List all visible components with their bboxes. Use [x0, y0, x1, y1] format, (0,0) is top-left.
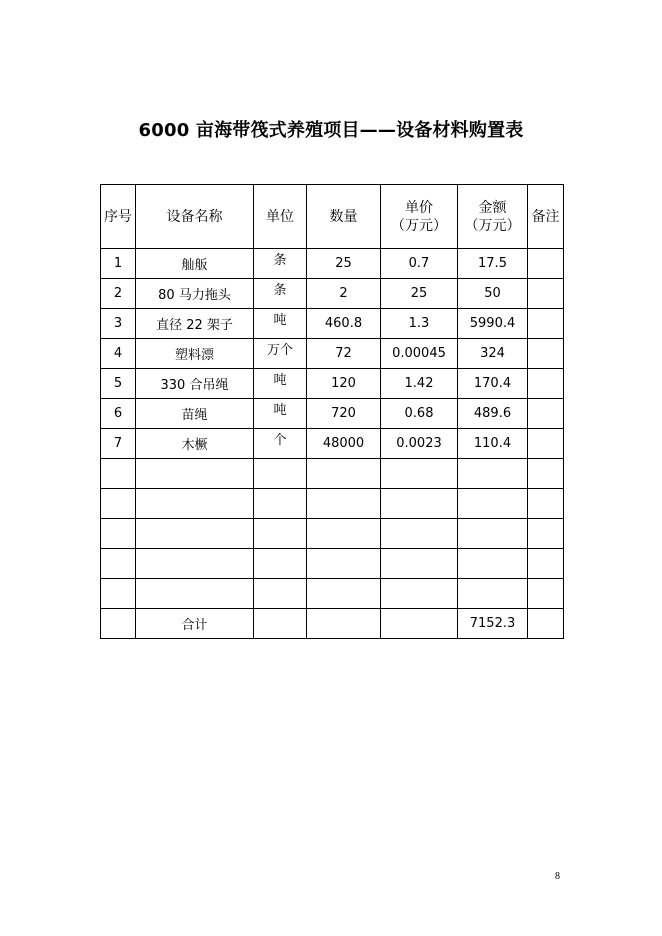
row-unit-text: 吨 [273, 313, 287, 328]
row-quantity: 720 [307, 399, 381, 429]
total-row [101, 609, 564, 639]
empty-cell [136, 549, 254, 579]
header-unit: 单位 [254, 185, 307, 249]
empty-cell [307, 489, 381, 519]
header-notes: 备注 [528, 185, 564, 249]
empty-cell [381, 459, 458, 489]
total-unit-cell [254, 609, 307, 639]
row-name: 80 马力拖头 [136, 279, 254, 309]
empty-cell [136, 489, 254, 519]
row-unit [254, 249, 307, 279]
row-unit [254, 339, 307, 369]
header-index: 序号 [101, 185, 136, 249]
empty-cell [254, 519, 307, 549]
empty-cell [458, 459, 528, 489]
table-row [101, 309, 564, 339]
empty-cell [136, 519, 254, 549]
row-unit-text: 万个 [266, 343, 293, 358]
equipment-purchase-table [100, 184, 564, 639]
total-index-cell [101, 609, 136, 639]
empty-row [101, 519, 564, 549]
row-unit-price: 0.68 [381, 399, 458, 429]
page-number: 8 [555, 871, 560, 882]
row-name: 直径 22 架子 [136, 309, 254, 339]
empty-cell [307, 549, 381, 579]
empty-cell [528, 459, 564, 489]
header-name: 设备名称 [136, 185, 254, 249]
empty-cell [458, 489, 528, 519]
empty-cell [101, 489, 136, 519]
row-amount: 17.5 [458, 249, 528, 279]
row-notes [528, 309, 564, 339]
empty-cell [528, 519, 564, 549]
empty-cell [136, 579, 254, 609]
empty-cell [528, 549, 564, 579]
row-unit-text: 条 [273, 253, 287, 268]
row-unit-price: 1.3 [381, 309, 458, 339]
total-notes-cell [528, 609, 564, 639]
total-quantity-cell [307, 609, 381, 639]
row-amount: 170.4 [458, 369, 528, 399]
empty-cell [101, 579, 136, 609]
header-amount-line1: 金额 [478, 199, 507, 216]
row-unit [254, 399, 307, 429]
row-index: 1 [101, 249, 136, 279]
row-unit-text: 个 [273, 433, 287, 448]
row-quantity: 460.8 [307, 309, 381, 339]
header-quantity: 数量 [307, 185, 381, 249]
row-name: 塑料漂 [136, 339, 254, 369]
empty-row [101, 459, 564, 489]
total-label: 合计 [136, 609, 254, 639]
row-notes [528, 249, 564, 279]
row-notes [528, 369, 564, 399]
empty-cell [254, 459, 307, 489]
row-name: 苗绳 [136, 399, 254, 429]
empty-cell [458, 579, 528, 609]
empty-row [101, 579, 564, 609]
row-unit [254, 279, 307, 309]
empty-cell [381, 579, 458, 609]
row-notes [528, 429, 564, 459]
row-unit-price: 25 [381, 279, 458, 309]
empty-row [101, 549, 564, 579]
empty-cell [101, 519, 136, 549]
row-notes [528, 279, 564, 309]
table-row [101, 429, 564, 459]
row-quantity: 2 [307, 279, 381, 309]
empty-cell [307, 579, 381, 609]
table-row [101, 369, 564, 399]
row-amount: 5990.4 [458, 309, 528, 339]
empty-cell [458, 519, 528, 549]
row-quantity: 72 [307, 339, 381, 369]
document-title: 6000 亩海带筏式养殖项目——设备材料购置表 [138, 120, 524, 141]
empty-cell [254, 579, 307, 609]
row-index: 6 [101, 399, 136, 429]
row-index: 3 [101, 309, 136, 339]
row-unit-price: 0.0023 [381, 429, 458, 459]
row-name: 舢舨 [136, 249, 254, 279]
row-amount: 489.6 [458, 399, 528, 429]
total-price-cell [381, 609, 458, 639]
empty-cell [101, 549, 136, 579]
table-header-row [101, 185, 564, 249]
table-row [101, 249, 564, 279]
row-unit [254, 369, 307, 399]
row-unit-price: 0.7 [381, 249, 458, 279]
row-unit-price: 1.42 [381, 369, 458, 399]
row-notes [528, 339, 564, 369]
empty-cell [254, 549, 307, 579]
empty-cell [381, 549, 458, 579]
row-name: 330 合吊绳 [136, 369, 254, 399]
empty-row [101, 489, 564, 519]
row-unit-price: 0.00045 [381, 339, 458, 369]
row-amount: 50 [458, 279, 528, 309]
row-quantity: 48000 [307, 429, 381, 459]
empty-cell [381, 489, 458, 519]
row-index: 4 [101, 339, 136, 369]
row-index: 7 [101, 429, 136, 459]
row-unit [254, 309, 307, 339]
row-name: 木橛 [136, 429, 254, 459]
empty-cell [307, 459, 381, 489]
row-quantity: 120 [307, 369, 381, 399]
row-amount: 324 [458, 339, 528, 369]
header-amount-line2: （万元） [464, 217, 521, 234]
row-quantity: 25 [307, 249, 381, 279]
empty-cell [136, 459, 254, 489]
header-unit-price-line1: 单价 [405, 199, 433, 216]
row-unit [254, 429, 307, 459]
row-unit-text: 条 [273, 283, 287, 298]
row-unit-text: 吨 [273, 403, 287, 418]
total-amount: 7152.3 [458, 609, 528, 639]
row-index: 2 [101, 279, 136, 309]
table-row [101, 399, 564, 429]
table-row [101, 279, 564, 309]
empty-cell [381, 519, 458, 549]
row-amount: 110.4 [458, 429, 528, 459]
empty-cell [458, 549, 528, 579]
empty-cell [254, 489, 307, 519]
empty-cell [528, 579, 564, 609]
row-index: 5 [101, 369, 136, 399]
empty-cell [101, 459, 136, 489]
empty-cell [528, 489, 564, 519]
header-unit-price [381, 185, 458, 249]
empty-cell [307, 519, 381, 549]
header-amount [458, 185, 528, 249]
header-unit-price-line2: （万元） [391, 217, 447, 234]
row-notes [528, 399, 564, 429]
table-row [101, 339, 564, 369]
row-unit-text: 吨 [273, 373, 287, 388]
